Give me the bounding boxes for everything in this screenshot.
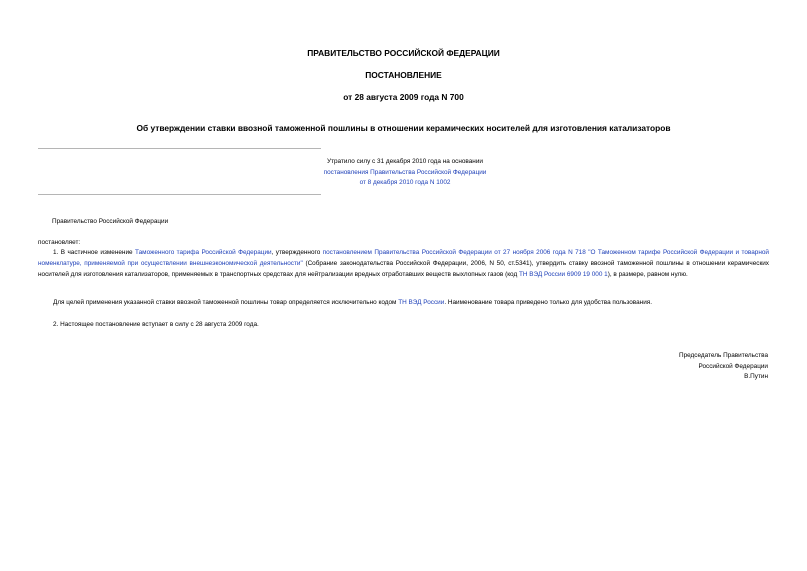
status-note [240, 157, 570, 189]
government-heading: ПРАВИТЕЛЬСТВО РОССИЙСКОЙ ФЕДЕРАЦИИ [307, 48, 500, 58]
link-tn-ved[interactable]: ТН ВЭД России [398, 299, 445, 306]
document-title: Об утверждении ставки ввозной таможенной пошлины в отношении керамических носителей для изготовления катализаторов [136, 123, 671, 133]
link-tn-ved-code[interactable]: ТН ВЭД России 6909 19 000 1 [518, 270, 608, 278]
status-note-link-date[interactable]: от 8 декабря 2010 года N 1002 [359, 179, 451, 186]
paragraph-2-suffix: . Наименование товара приведено только для удобства пользования. [444, 299, 652, 306]
signature-country: Российской Федерации [698, 362, 768, 370]
document-type: ПОСТАНОВЛЕНИЕ [365, 70, 442, 80]
status-note-line: Утратило силу с 31 декабря 2010 года на основании [327, 158, 483, 165]
paragraph-1 [38, 248, 769, 280]
document-date-number: от 28 августа 2009 года N 700 [343, 92, 464, 102]
link-customs-tariff[interactable]: Таможенного тарифа Российской Федерации [135, 249, 272, 256]
divider-top [38, 148, 321, 149]
paragraph-1-mid1: , утвержденного [271, 249, 323, 256]
decrees-text: постановляет: [38, 239, 81, 246]
paragraph-1-mid2: (Собрание законодательства Российской Федерации, 2006, N 50, ст.5341), утвердить ставку ввозной таможенной пошлины в отношении керамических носителей для изготовления катализаторов, применяемых в транспортных средствах для нейтрализации вредных отработавших веществ выхлопных газов (код [38, 259, 770, 278]
signature-position: Председатель Правительства [679, 352, 768, 359]
signature-block [679, 351, 768, 383]
paragraph-1-prefix: 1. В частичное изменение [53, 249, 136, 256]
signature-name: В.Путин [744, 373, 768, 381]
link-decree-718[interactable]: постановлением Правительства Российской Федерации от 27 ноября 2006 года N 718 "О Таможенном тарифе Российской Федерации и товарной номенклатуре, применяемой при осуществлении внешнеэкономической деятельности" [38, 249, 769, 267]
paragraph-2-prefix: Для целей применения указанной ставки ввозной таможенной пошлины товар определяется исключительно кодом [53, 299, 399, 306]
paragraph-1-suffix: ), в размере, равном нулю. [607, 270, 688, 278]
paragraph-2 [38, 298, 769, 309]
status-note-link-decree[interactable]: постановления Правительства Российской Федерации [323, 168, 487, 176]
paragraph-3: 2. Настоящее постановление вступает в силу с 28 августа 2009 года. [53, 321, 259, 328]
divider-bottom [38, 194, 321, 195]
issuer-text: Правительство Российской Федерации [52, 218, 169, 225]
